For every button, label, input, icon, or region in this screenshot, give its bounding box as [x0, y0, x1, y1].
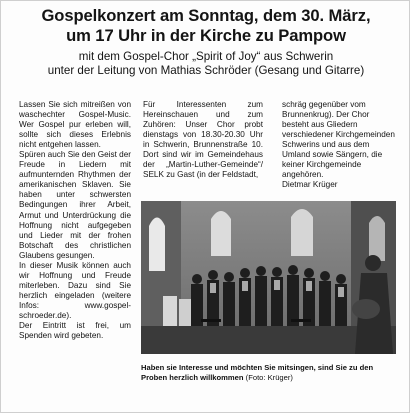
- choir-photo: [141, 201, 396, 354]
- article-subheading: [1, 50, 410, 78]
- text-column-2: [143, 100, 263, 180]
- text-column-3: [282, 100, 395, 190]
- choir-photo-illustration: [141, 201, 396, 354]
- photo-caption: [141, 363, 399, 382]
- article-headline: [1, 6, 410, 46]
- subheading-line-2: unter der Leitung von Mathias Schröder (Gesang und Gitarre): [47, 64, 365, 77]
- subheading-line-1: mit dem Gospel-Chor „Spirit of Joy“ aus Schwerin: [78, 50, 334, 63]
- caption-text: Haben sie Interesse und möchten Sie mitsingen, sind Sie zu den Proben herzlich willkommen: [141, 363, 374, 382]
- paragraph-spirit: Spüren auch Sie den Geist der Freude in Liedern mit aufmunternden Rhythmen der amerikanischen Sklaven. Sie haben unter schwersten Bedingungen ihrer Arbeit, Armut und Unterdrückung die Hoffnung nicht aufgegeben und Lieder mit der frohen Botschaft des christlichen Glaubens gesungen.: [19, 150, 131, 260]
- paragraph-admission: Der Eintritt ist frei, um Spenden wird gebeten.: [19, 321, 131, 341]
- paragraph-invitation: In dieser Musik können auch wir Hoffnung und Freude miterleben. Dazu sind Sie herzlich eingeladen (weitere Infos: www.gospel-schroeder.de).: [19, 260, 131, 320]
- author-name: Dietmar Krüger: [282, 180, 338, 190]
- headline-line-2: um 17 Uhr in der Kirche zu Pampow: [66, 26, 346, 45]
- headline-line-1: Gospelkonzert am Sonntag, dem 30. März,: [41, 6, 371, 25]
- paragraph-rehearsal: Für Interessenten zum Hereinschauen und zum Zuhören: Unser Chor probt dienstags von 18.30-20.30 Uhr in Schwerin, Brunnenstraße 10. Dort sind wir im Gemeindehaus der „Martin-Luther-Gemeinde“/ SELK zu Gast (in der Feldstadt,: [143, 100, 263, 180]
- paragraph-intro: Lassen Sie sich mitreißen von waschechter Gospel-Music. Wer Gospel pur erleben will, sollte sich dieses Erlebnis nicht entgehen lassen.: [19, 100, 131, 150]
- paragraph-choir: schräg gegenüber vom Brunnenkrug). Der Chor besteht aus Gliedern verschiedener Kirchgemeinden Schwerins und aus dem Umland sowie Sängern, die keiner Kirchgemeinde angehören.: [282, 100, 395, 180]
- photo-credit: (Foto: Krüger): [245, 372, 293, 382]
- text-column-1: [19, 100, 131, 341]
